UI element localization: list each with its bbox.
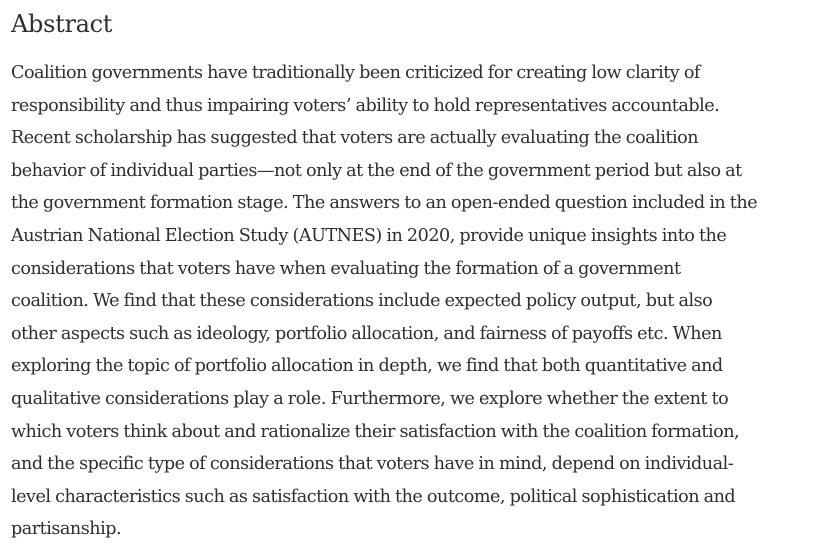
abstract-body: [11, 57, 833, 546]
abstract-line: considerations that voters have when evaluating the formation of a government: [11, 258, 681, 279]
abstract-line: qualitative considerations play a role. Furthermore, we explore whether the extent to: [11, 388, 729, 409]
abstract-section: [11, 4, 833, 546]
abstract-line: coalition. We find that these considerations include expected policy output, but also: [11, 291, 713, 312]
abstract-line: exploring the topic of portfolio allocation in depth, we find that both quantitative and: [11, 356, 723, 377]
abstract-line: which voters think about and rationalize their satisfaction with the coalition formation,: [11, 421, 740, 442]
abstract-heading: Abstract: [11, 10, 113, 38]
abstract-line: behavior of individual parties—not only at the end of the government period but also at: [11, 160, 742, 181]
abstract-line: other aspects such as ideology, portfolio allocation, and fairness of payoffs etc. When: [11, 323, 722, 344]
abstract-line: Austrian National Election Study (AUTNES) in 2020, provide unique insights into the: [11, 225, 727, 246]
abstract-line: partisanship.: [11, 519, 122, 540]
abstract-line: Recent scholarship has suggested that voters are actually evaluating the coalition: [11, 128, 699, 149]
abstract-line: the government formation stage. The answers to an open-ended question included in the: [11, 193, 758, 214]
abstract-line: level characteristics such as satisfaction with the outcome, political sophistication and: [11, 486, 736, 507]
abstract-line: Coalition governments have traditionally been criticized for creating low clarity of: [11, 63, 700, 83]
abstract-line: responsibility and thus impairing voters’ ability to hold representatives accountable.: [11, 95, 720, 116]
abstract-line: and the specific type of considerations that voters have in mind, depend on individual-: [11, 454, 734, 475]
